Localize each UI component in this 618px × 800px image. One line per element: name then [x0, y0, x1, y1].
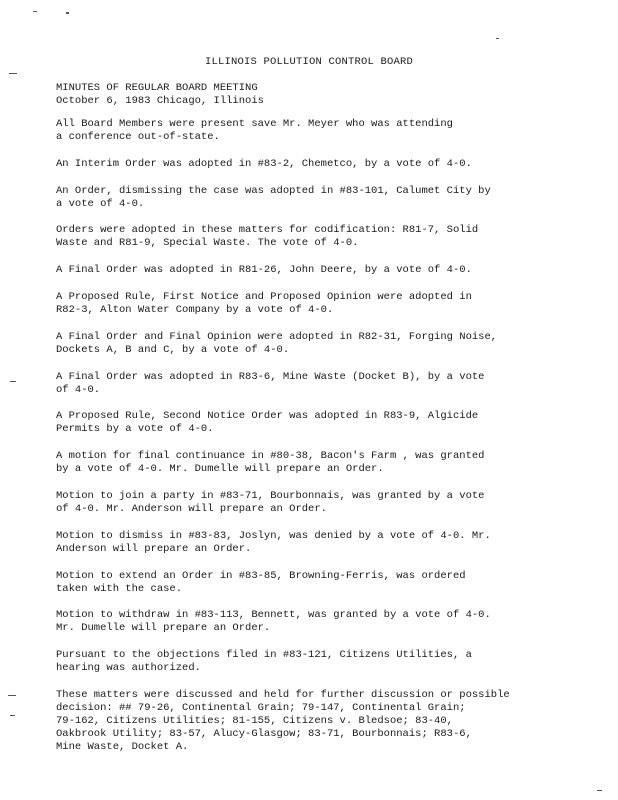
minutes-paragraph-held-matters: These matters were discussed and held for further discussion or possible decision: ## 79-26, Continental Grain; 79-147, Continental Grain; 79-162, Citizens Utilities; 81-155, Citizens v. Bledsoe; 83-40, Oakbrook Utility; 83-57, Alucy-Glasgow; 83-71, Bourbonnais; R83-6, Mine Waste, Docket A.	[56, 688, 510, 753]
minutes-paragraph: A Final Order was adopted in R83-6, Mine Waste (Docket B), by a vote of 4-0.	[56, 370, 485, 396]
scan-speck	[8, 695, 16, 696]
scan-speck	[496, 38, 499, 39]
minutes-body	[56, 118, 576, 768]
minutes-paragraph: An Order, dismissing the case was adopted in #83-101, Calumet City by a vote of 4-0.	[56, 184, 491, 210]
scan-speck	[597, 790, 602, 791]
minutes-paragraph: Motion to join a party in #83-71, Bourbonnais, was granted by a vote of 4-0. Mr. Anderson will prepare an Order.	[56, 489, 485, 515]
scan-speck	[10, 381, 16, 382]
scan-speck	[33, 11, 37, 12]
minutes-paragraph: A Final Order and Final Opinion were adopted in R82-31, Forging Noise, Dockets A, B and C, by a vote of 4-0.	[56, 330, 498, 356]
minutes-paragraph: Motion to withdraw in #83-113, Bennett, was granted by a vote of 4-0. Mr. Dumelle will prepare an Order.	[56, 609, 491, 635]
minutes-paragraph: Orders were adopted in these matters for codification: R81-7, Solid Waste and R81-9, Special Waste. The vote of 4-0.	[56, 224, 479, 250]
minutes-paragraph: A Final Order was adopted in R81-26, John Deere, by a vote of 4-0.	[56, 264, 472, 277]
scan-speck	[9, 73, 17, 74]
minutes-paragraph: A Proposed Rule, Second Notice Order was adopted in R83-9, Algicide Permits by a vote of 4-0.	[56, 410, 479, 436]
minutes-paragraph: Pursuant to the objections filed in #83-121, Citizens Utilities, a hearing was authorized.	[56, 649, 472, 675]
meeting-date-location: October 6, 1983 Chicago, Illinois	[56, 95, 264, 107]
minutes-paragraph: Motion to extend an Order in #83-85, Browning-Ferris, was ordered taken with the case.	[56, 569, 466, 595]
scan-speck	[66, 12, 69, 14]
scan-speck	[10, 715, 15, 716]
minutes-paragraph: Motion to dismiss in #83-83, Joslyn, was denied by a vote of 4-0. Mr. Anderson will prepare an Order.	[56, 529, 491, 555]
meeting-heading	[56, 82, 264, 108]
minutes-paragraph: An Interim Order was adopted in #83-2, Chemetco, by a vote of 4-0.	[56, 157, 472, 170]
minutes-paragraph: A Proposed Rule, First Notice and Proposed Opinion were adopted in R82-3, Alton Water Company by a vote of 4-0.	[56, 290, 472, 316]
minutes-paragraph: A motion for final continuance in #80-38, Bacon's Farm , was granted by a vote of 4-0. Mr. Dumelle will prepare an Order.	[56, 450, 485, 476]
minutes-paragraph-attendance: All Board Members were present save Mr. Meyer who was attending a conference out-of-state.	[56, 118, 453, 143]
meeting-type: MINUTES OF REGULAR BOARD MEETING	[56, 82, 258, 94]
document-title: ILLINOIS POLLUTION CONTROL BOARD	[204, 56, 414, 68]
